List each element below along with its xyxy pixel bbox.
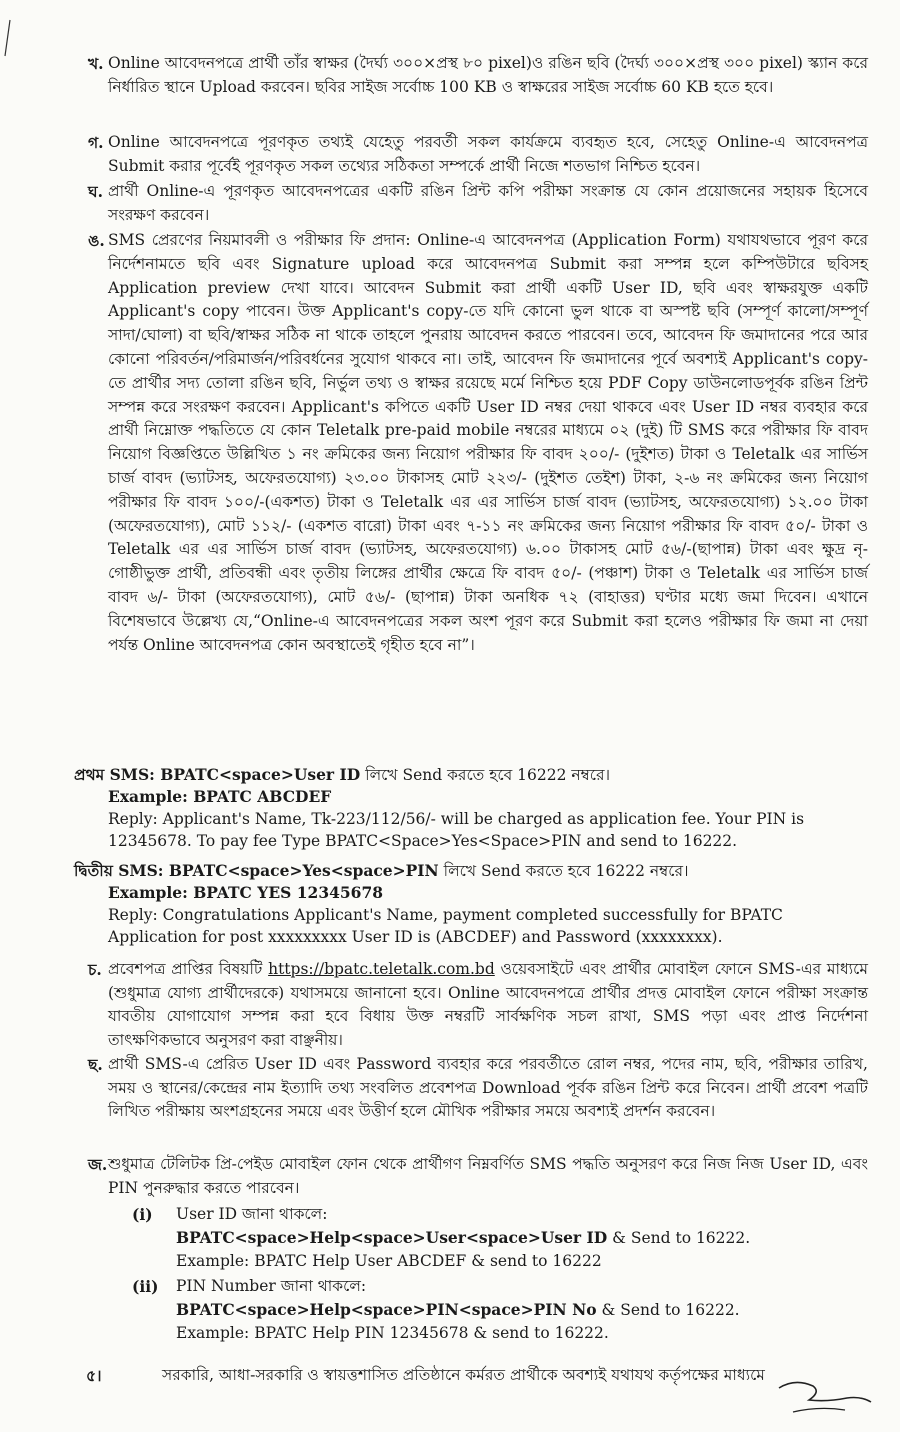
teletalk-website-link[interactable]: https://bpatc.teletalk.com.bd [268,960,495,978]
item-marker: ঘ. [88,182,103,201]
sms-second-reply: Reply: Congratulations Applicant's Name, payment completed successfully for BPATC Application for post xxxxxxxxx User ID is (ABCDEF) and Password (xxxxxxxx). [108,906,783,946]
item-text-before-link: প্রবেশপত্র প্রাপ্তির বিষয়টি [108,960,269,978]
item-text [108,958,868,1052]
sms-second-instruction: লিখে Send করতে হবে 16222 নম্বরে। [438,862,689,880]
item-text-after-link: ওয়েবসাইটে এবং প্রার্থীর মোবাইল ফোনে SMS-এর মাধ্যমে (শুধুমাত্র যোগ্য প্রার্থীদেরকে) যথাসময়ে জানানো হবে। Online আবেদনপত্রে প্রার্থীর প্রদত্ত মোবাইল ফোনে পরীক্ষা সংক্রান্ত যাবতীয় যোগাযোগ সম্পন্ন করা হবে বিধায় উক্ত নম্বরটি সার্বক্ষণিক সচল রাখা, SMS পড়া এবং প্রাপ্ত নির্দেশনা তাৎক্ষণিকভাবে অনুসরণ করা বাঞ্ছনীয়। [108,960,868,1049]
sub-item-command-rest: & Send to 16222. [596,1301,740,1319]
sms-second-example: Example: BPATC YES 12345678 [108,883,384,902]
item-marker: ছ. [88,1055,103,1074]
sms-first-reply: Reply: Applicant's Name, Tk-223/112/56/- will be charged as application fee. Your PIN is 12345678. To pay fee Type BPATC<Space>Yes<Space>PIN and send to 16222. [108,810,805,850]
sub-item-marker: (ii) [132,1277,159,1296]
item-text: প্রার্থী Online-এ পূরণকৃত আবেদনপত্রের একটি রঙিন প্রিন্ট কপি পরীক্ষা সংক্রান্ত যে কোন প্রয়োজনের সহায়ক হিসেবে সংরক্ষণ করবেন। [108,182,868,224]
sub-item-example: Example: BPATC Help User ABCDEF & send to 16222 [176,1252,602,1270]
sub-item-body [176,1275,856,1345]
item-marker: খ. [88,54,104,73]
item-text: Online আবেদনপত্রে প্রার্থী তাঁর স্বাক্ষর (দৈর্ঘ্য ৩০০×প্রস্থ ৮০ pixel)ও রঙিন ছবি (দৈর্ঘ্য ৩০০×প্রস্থ ৩০০ pixel) স্ক্যান করে নির্ধারিত স্থানে Upload করবেন। ছবির সাইজ সর্বোচ্চ 100 KB ও স্বাক্ষরের সাইজ সর্বোচ্চ 60 KB হতে হবে। [108,54,868,96]
item-marker: গ. [88,133,104,152]
sub-item-body [176,1203,856,1273]
item-marker: জ. [88,1155,108,1174]
sub-item-example: Example: BPATC Help PIN 12345678 & send to 16222. [176,1324,609,1342]
sub-item-command-rest: & Send to 16222. [607,1229,751,1247]
item-text: Online আবেদনপত্রে পূরণকৃত তথ্যই যেহেতু পরবর্তী সকল কার্যক্রমে ব্যবহৃত হবে, সেহেতু Online-এ আবেদনপত্র Submit করার পূর্বেই পূরণকৃত সকল তথ্যের সঠিকতা সম্পর্কে প্রার্থী নিজে শতভাগ নিশ্চিত হবেন। [108,133,868,175]
sub-item-command-bold: BPATC<space>Help<space>User<space>User ID [176,1228,608,1247]
item-marker: চ. [88,960,102,979]
sms-second-heading [74,860,874,882]
sub-item-heading: PIN Number জানা থাকলে: [176,1277,367,1295]
handwritten-signature [775,1372,875,1422]
sms-first-title: প্রথম SMS: BPATC<space>User ID [74,765,361,784]
sub-item-command [176,1226,856,1250]
sms-second-block [74,860,874,948]
item-text: শুধুমাত্র টেলিটক প্রি-পেইড মোবাইল ফোন থেকে প্রার্থীগণ নিম্নবর্ণিত SMS পদ্ধতি অনুসরণ করে নিজ নিজ User ID, এবং PIN পুনরুদ্ধার করতে পারবেন। [108,1155,868,1197]
sub-item-command [176,1298,856,1322]
sub-item-command-bold: BPATC<space>Help<space>PIN<space>PIN No [176,1300,597,1319]
sms-second-title: দ্বিতীয় SMS: BPATC<space>Yes<space>PIN [74,861,439,880]
item-marker: ৫। [86,1366,102,1385]
sms-first-heading [74,764,874,786]
margin-pen-mark [2,18,12,58]
item-text: প্রার্থী SMS-এ প্রেরিত User ID এবং Password ব্যবহার করে পরবর্তীতে রোল নম্বর, পদের নাম, ছবি, পরীক্ষার তারিখ, সময় ও স্থানের/কেন্দ্রের নাম ইত্যাদি তথ্য সংবলিত প্রবেশপত্র Download পূর্বক রঙিন প্রিন্ট করে নিবেন। প্রার্থী প্রবেশ পত্রটি লিখিত পরীক্ষায় অংশগ্রহনের সময়ে এবং উত্তীর্ণ হলে মৌখিক পরীক্ষার সময়ে অবশ্যই প্রদর্শন করবেন। [108,1055,868,1120]
sub-item-heading: User ID জানা থাকলে: [176,1205,328,1223]
item-text: SMS প্রেরণের নিয়মাবলী ও পরীক্ষার ফি প্রদান: Online-এ আবেদনপত্র (Application Form) যথাযথভাবে পূরণ করে নির্দেশনামতে ছবি এবং Signature upload করে আবেদনপত্র Submit করা সম্পন্ন হলে কম্পিউটারে ছবিসহ Application preview দেখা যাবে। আবেদন Submit করা প্রার্থী একটি User ID, ছবি এবং স্বাক্ষরযুক্ত একটি Applicant's copy পাবেন। উক্ত Applicant's copy-তে যদি কোনো ভুল থাকে বা অস্পষ্ট ছবি (সম্পূর্ণ কালো/সম্পূর্ণ সাদা/ঘোলা) বা ছবি/স্বাক্ষর সঠিক না থাকে তাহলে পুনরায় আবেদন করতে পারবেন। তবে, আবেদন ফি জমাদানের পরে আর কোনো পরিবর্তন/পরিমার্জন/পরিবর্ধনের সুযোগ থাকবে না। তাই, আবেদন ফি জমাদানের পূর্বে অবশ্যই Applicant's copy-তে প্রার্থীর সদ্য তোলা রঙিন ছবি, নির্ভুল তথ্য ও স্বাক্ষর রয়েছে মর্মে নিশ্চিত হয়ে PDF Copy ডাউনলোডপূর্বক রঙিন প্রিন্ট সম্পন্ন করে সংরক্ষণ করবেন। Applicant's কপিতে একটি User ID নম্বর দেয়া থাকবে এবং User ID নম্বর ব্যবহার করে প্রার্থী নিম্নোক্ত পদ্ধতিতে যে কোন Teletalk pre-paid mobile নম্বরের মাধ্যমে ০২ (দুই) টি SMS করে পরীক্ষার ফি বাবদ নিয়োগ বিজ্ঞপ্তিতে উল্লিখিত ১ নং ক্রমিকের জন্য নিয়োগ পরীক্ষার ফি বাবদ ২০০/- (দুইশত) টাকা ও Teletalk এর সার্ভিস চার্জ বাবদ (ভ্যাটসহ, অফেরতযোগ্য) ২৩.০০ টাকাসহ মোট ২২৩/- (দুইশত তেইশ) টাকা, ২-৬ নং ক্রমিকের জন্য নিয়োগ পরীক্ষার ফি বাবদ ১০০/-(একশত) টাকা ও Teletalk এর এর সার্ভিস চার্জ বাবদ (ভ্যাটসহ, অফেরতযোগ্য) ১২.০০ টাকা (অফেরতযোগ্য), মোট ১১২/- (একশত বারো) টাকা এবং ৭-১১ নং ক্রমিকের জন্য নিয়োগ পরীক্ষার ফি বাবদ ৫০/- টাকা ও Teletalk এর এর সার্ভিস চার্জ বাবদ (ভ্যাটসহ, অফেরতযোগ্য) ৬.০০ টাকাসহ মোট ৫৬/-(ছাপান্ন) টাকা এবং ক্ষুদ্র নৃ-গোষ্ঠীভুক্ত প্রার্থী, প্রতিবন্ধী এবং তৃতীয় লিঙ্গের প্রার্থীর ক্ষেত্রে ফি বাবদ ৫০/- (পঞ্চাশ) টাকা ও Teletalk এর সার্ভিস চার্জ বাবদ ৬/- টাকা (অফেরতযোগ্য), মোট ৫৬/- (ছাপান্ন) টাকা অনধিক ৭২ (বাহাত্তর) ঘণ্টার মধ্যে জমা দিবেন। এখানে বিশেষভাবে উল্লেখ্য যে,“Online-এ আবেদনপত্রের সকল অংশ পূরণ করে Submit করা হলেও পরীক্ষার ফি জমা না দেয়া পর্যন্ত Online আবেদনপত্র কোন অবস্থাতেই গৃহীত হবে না”। [108,231,868,654]
sub-item-marker: (i) [132,1205,153,1224]
sms-first-example: Example: BPATC ABCDEF [108,787,332,806]
sms-first-instruction: লিখে Send করতে হবে 16222 নম্বরে। [360,766,611,784]
item-text: সরকারি, আধা-সরকারি ও স্বায়ত্তশাসিত প্রতিষ্ঠানে কর্মরত প্রার্থীকে অবশ্যই যথাযথ কর্তৃপক্ষের মাধ্যমে [162,1366,765,1384]
item-marker: ঙ. [88,231,105,250]
sms-first-block [74,764,874,852]
